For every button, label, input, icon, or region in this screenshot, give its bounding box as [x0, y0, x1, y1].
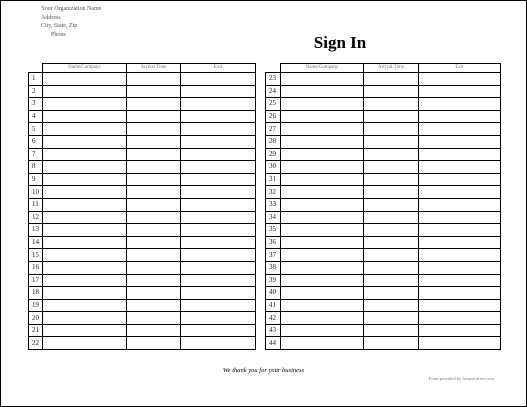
name-company-cell[interactable]: [281, 312, 364, 325]
row-number: 12: [29, 211, 43, 224]
organization-city-state-zip: City, State, Zip: [41, 23, 78, 29]
name-company-cell[interactable]: [43, 287, 127, 300]
arrival-time-cell[interactable]: [364, 173, 419, 186]
table-row: [29, 73, 256, 86]
table-row: [266, 324, 501, 337]
exit-cell[interactable]: [181, 98, 256, 111]
row-number: 27: [266, 123, 281, 136]
row-number: 20: [29, 312, 43, 325]
name-company-cell[interactable]: [281, 173, 364, 186]
arrival-time-cell[interactable]: [127, 249, 181, 262]
arrival-time-cell[interactable]: [364, 312, 419, 325]
row-number: 32: [266, 186, 281, 199]
arrival-time-cell[interactable]: [364, 148, 419, 161]
header-name-company: Name/Company: [281, 64, 364, 73]
arrival-time-cell[interactable]: [127, 123, 181, 136]
arrival-time-cell[interactable]: [127, 324, 181, 337]
table-row: [29, 312, 256, 325]
table-row: [266, 123, 501, 136]
exit-cell[interactable]: [181, 85, 256, 98]
exit-cell[interactable]: [181, 148, 256, 161]
exit-cell[interactable]: [181, 73, 256, 86]
arrival-time-cell[interactable]: [364, 161, 419, 174]
arrival-time-cell[interactable]: [127, 73, 181, 86]
name-company-cell[interactable]: [43, 249, 127, 262]
form-credit: Form provided by formsforfree.com: [428, 376, 494, 381]
exit-cell[interactable]: [419, 98, 501, 111]
exit-cell[interactable]: [181, 161, 256, 174]
row-number: 19: [29, 299, 43, 312]
row-number: 18: [29, 287, 43, 300]
name-company-cell[interactable]: [281, 98, 364, 111]
exit-cell[interactable]: [181, 173, 256, 186]
arrival-time-cell[interactable]: [127, 148, 181, 161]
row-number: 35: [266, 224, 281, 237]
exit-cell[interactable]: [181, 287, 256, 300]
exit-cell[interactable]: [419, 224, 501, 237]
table-row: [266, 186, 501, 199]
table-row: [29, 98, 256, 111]
name-company-cell[interactable]: [43, 224, 127, 237]
table-row: [29, 324, 256, 337]
arrival-time-cell[interactable]: [127, 186, 181, 199]
header-exit: Exit: [419, 64, 501, 73]
table-row: [266, 211, 501, 224]
exit-cell[interactable]: [419, 274, 501, 287]
arrival-time-cell[interactable]: [127, 110, 181, 123]
row-number: 2: [29, 85, 43, 98]
exit-cell[interactable]: [419, 211, 501, 224]
row-number: 29: [266, 148, 281, 161]
exit-cell[interactable]: [181, 312, 256, 325]
name-company-cell[interactable]: [43, 274, 127, 287]
row-number: 44: [266, 337, 281, 350]
name-company-cell[interactable]: [281, 123, 364, 136]
table-row: [266, 148, 501, 161]
exit-cell[interactable]: [419, 148, 501, 161]
row-number: 4: [29, 110, 43, 123]
exit-cell[interactable]: [419, 186, 501, 199]
row-number: 13: [29, 224, 43, 237]
arrival-time-cell[interactable]: [364, 337, 419, 350]
arrival-time-cell[interactable]: [127, 198, 181, 211]
header-blank-cell: [29, 64, 43, 73]
name-company-cell[interactable]: [43, 198, 127, 211]
exit-cell[interactable]: [181, 224, 256, 237]
name-company-cell[interactable]: [281, 198, 364, 211]
exit-cell[interactable]: [419, 337, 501, 350]
name-company-cell[interactable]: [43, 312, 127, 325]
name-company-cell[interactable]: [281, 249, 364, 262]
arrival-time-cell[interactable]: [364, 224, 419, 237]
name-company-cell[interactable]: [281, 236, 364, 249]
organization-phone: Phone: [51, 31, 66, 38]
table-row: [266, 224, 501, 237]
arrival-time-cell[interactable]: [364, 85, 419, 98]
name-company-cell[interactable]: [43, 299, 127, 312]
table-row: [266, 73, 501, 86]
table-row: [266, 249, 501, 262]
name-company-cell[interactable]: [43, 337, 127, 350]
arrival-time-cell[interactable]: [364, 287, 419, 300]
name-company-cell[interactable]: [281, 337, 364, 350]
row-number: 37: [266, 249, 281, 262]
arrival-time-cell[interactable]: [127, 236, 181, 249]
page-title: Sign In: [313, 33, 367, 52]
organization-name: Your Organization Name: [41, 6, 102, 12]
arrival-time-cell[interactable]: [364, 186, 419, 199]
row-number: 22: [29, 337, 43, 350]
arrival-time-cell[interactable]: [364, 135, 419, 148]
arrival-time-cell[interactable]: [127, 274, 181, 287]
name-company-cell[interactable]: [281, 211, 364, 224]
header-name-company: Name/Company: [43, 64, 127, 73]
name-company-cell[interactable]: [43, 173, 127, 186]
name-company-cell[interactable]: [281, 135, 364, 148]
row-number: 8: [29, 161, 43, 174]
row-number: 16: [29, 261, 43, 274]
arrival-time-cell[interactable]: [127, 337, 181, 350]
arrival-time-cell[interactable]: [364, 261, 419, 274]
table-row: [266, 312, 501, 325]
table-row: [29, 148, 256, 161]
name-company-cell[interactable]: [281, 274, 364, 287]
name-company-cell[interactable]: [281, 85, 364, 98]
table-row: [29, 173, 256, 186]
name-company-cell[interactable]: [43, 324, 127, 337]
name-company-cell[interactable]: [43, 261, 127, 274]
row-number: 42: [266, 312, 281, 325]
table-row: [29, 211, 256, 224]
left-header-row: [29, 64, 256, 73]
name-company-cell[interactable]: [43, 73, 127, 86]
row-number: 38: [266, 261, 281, 274]
name-company-cell[interactable]: [43, 186, 127, 199]
row-number: 31: [266, 173, 281, 186]
table-row: [29, 337, 256, 350]
table-row: [29, 85, 256, 98]
table-row: [29, 299, 256, 312]
row-number: 7: [29, 148, 43, 161]
exit-cell[interactable]: [419, 73, 501, 86]
name-company-cell[interactable]: [281, 186, 364, 199]
exit-cell[interactable]: [181, 274, 256, 287]
table-row: [266, 287, 501, 300]
arrival-time-cell[interactable]: [364, 249, 419, 262]
table-row: [29, 274, 256, 287]
name-company-cell[interactable]: [43, 148, 127, 161]
exit-cell[interactable]: [419, 110, 501, 123]
arrival-time-cell[interactable]: [364, 236, 419, 249]
name-company-cell[interactable]: [43, 110, 127, 123]
left-sign-in-table: [28, 63, 256, 350]
exit-cell[interactable]: [419, 299, 501, 312]
table-row: [29, 287, 256, 300]
arrival-time-cell[interactable]: [127, 261, 181, 274]
name-company-cell[interactable]: [43, 85, 127, 98]
arrival-time-cell[interactable]: [127, 85, 181, 98]
name-company-cell[interactable]: [43, 236, 127, 249]
table-row: [29, 186, 256, 199]
arrival-time-cell[interactable]: [364, 123, 419, 136]
table-row: [266, 337, 501, 350]
table-row: [266, 161, 501, 174]
row-number: 43: [266, 324, 281, 337]
exit-cell[interactable]: [181, 110, 256, 123]
row-number: 33: [266, 198, 281, 211]
table-row: [266, 299, 501, 312]
footer-thanks: We thank you for your business: [222, 367, 305, 374]
exit-cell[interactable]: [181, 249, 256, 262]
arrival-time-cell[interactable]: [127, 299, 181, 312]
row-number: 3: [29, 98, 43, 111]
name-company-cell[interactable]: [281, 299, 364, 312]
row-number: 17: [29, 274, 43, 287]
exit-cell[interactable]: [419, 324, 501, 337]
table-row: [29, 123, 256, 136]
row-number: 5: [29, 123, 43, 136]
row-number: 30: [266, 161, 281, 174]
name-company-cell[interactable]: [281, 161, 364, 174]
header-blank-cell: [266, 64, 281, 73]
right-sign-in-table: [265, 63, 501, 350]
table-row: [266, 274, 501, 287]
row-number: 23: [266, 73, 281, 86]
exit-cell[interactable]: [419, 135, 501, 148]
name-company-cell[interactable]: [281, 287, 364, 300]
table-row: [29, 198, 256, 211]
name-company-cell[interactable]: [281, 224, 364, 237]
organization-address: Address: [41, 14, 61, 21]
row-number: 14: [29, 236, 43, 249]
table-row: [29, 224, 256, 237]
arrival-time-cell[interactable]: [127, 135, 181, 148]
exit-cell[interactable]: [419, 261, 501, 274]
row-number: 10: [29, 186, 43, 199]
exit-cell[interactable]: [419, 198, 501, 211]
row-number: 36: [266, 236, 281, 249]
exit-cell[interactable]: [181, 324, 256, 337]
row-number: 26: [266, 110, 281, 123]
table-row: [266, 98, 501, 111]
arrival-time-cell[interactable]: [127, 287, 181, 300]
arrival-time-cell[interactable]: [127, 211, 181, 224]
exit-cell[interactable]: [181, 211, 256, 224]
arrival-time-cell[interactable]: [364, 98, 419, 111]
table-row: [29, 110, 256, 123]
row-number: 28: [266, 135, 281, 148]
name-company-cell[interactable]: [281, 324, 364, 337]
table-row: [266, 173, 501, 186]
table-row: [29, 261, 256, 274]
row-number: 1: [29, 73, 43, 86]
header-arrival-time: Arrival Time: [364, 64, 419, 73]
row-number: 34: [266, 211, 281, 224]
exit-cell[interactable]: [181, 261, 256, 274]
name-company-cell[interactable]: [281, 110, 364, 123]
arrival-time-cell[interactable]: [364, 299, 419, 312]
exit-cell[interactable]: [419, 161, 501, 174]
row-number: 9: [29, 173, 43, 186]
arrival-time-cell[interactable]: [364, 324, 419, 337]
row-number: 15: [29, 249, 43, 262]
exit-cell[interactable]: [181, 186, 256, 199]
exit-cell[interactable]: [419, 173, 501, 186]
table-row: [266, 198, 501, 211]
row-number: 25: [266, 98, 281, 111]
exit-cell[interactable]: [181, 135, 256, 148]
exit-cell[interactable]: [419, 236, 501, 249]
table-row: [29, 249, 256, 262]
exit-cell[interactable]: [419, 312, 501, 325]
arrival-time-cell[interactable]: [364, 198, 419, 211]
arrival-time-cell[interactable]: [364, 211, 419, 224]
exit-cell[interactable]: [181, 236, 256, 249]
arrival-time-cell[interactable]: [364, 73, 419, 86]
arrival-time-cell[interactable]: [364, 110, 419, 123]
row-number: 41: [266, 299, 281, 312]
arrival-time-cell[interactable]: [127, 312, 181, 325]
row-number: 21: [29, 324, 43, 337]
row-number: 11: [29, 198, 43, 211]
table-row: [266, 236, 501, 249]
exit-cell[interactable]: [419, 249, 501, 262]
exit-cell[interactable]: [419, 123, 501, 136]
right-header-row: [266, 64, 501, 73]
exit-cell[interactable]: [419, 85, 501, 98]
table-row: [266, 85, 501, 98]
arrival-time-cell[interactable]: [127, 98, 181, 111]
table-row: [266, 261, 501, 274]
table-row: [266, 135, 501, 148]
exit-cell[interactable]: [419, 287, 501, 300]
name-company-cell[interactable]: [43, 161, 127, 174]
name-company-cell[interactable]: [43, 211, 127, 224]
name-company-cell[interactable]: [43, 123, 127, 136]
row-number: 39: [266, 274, 281, 287]
arrival-time-cell[interactable]: [127, 224, 181, 237]
name-company-cell[interactable]: [43, 98, 127, 111]
header-exit: Exit: [181, 64, 256, 73]
row-number: 40: [266, 287, 281, 300]
name-company-cell[interactable]: [281, 73, 364, 86]
exit-cell[interactable]: [181, 123, 256, 136]
table-row: [29, 236, 256, 249]
arrival-time-cell[interactable]: [364, 274, 419, 287]
table-row: [29, 161, 256, 174]
arrival-time-cell[interactable]: [127, 173, 181, 186]
row-number: 6: [29, 135, 43, 148]
table-row: [266, 110, 501, 123]
name-company-cell[interactable]: [43, 135, 127, 148]
table-row: [29, 135, 256, 148]
header-arrival-time: Arrival Time: [127, 64, 181, 73]
exit-cell[interactable]: [181, 337, 256, 350]
name-company-cell[interactable]: [281, 148, 364, 161]
exit-cell[interactable]: [181, 299, 256, 312]
exit-cell[interactable]: [181, 198, 256, 211]
arrival-time-cell[interactable]: [127, 161, 181, 174]
name-company-cell[interactable]: [281, 261, 364, 274]
row-number: 24: [266, 85, 281, 98]
